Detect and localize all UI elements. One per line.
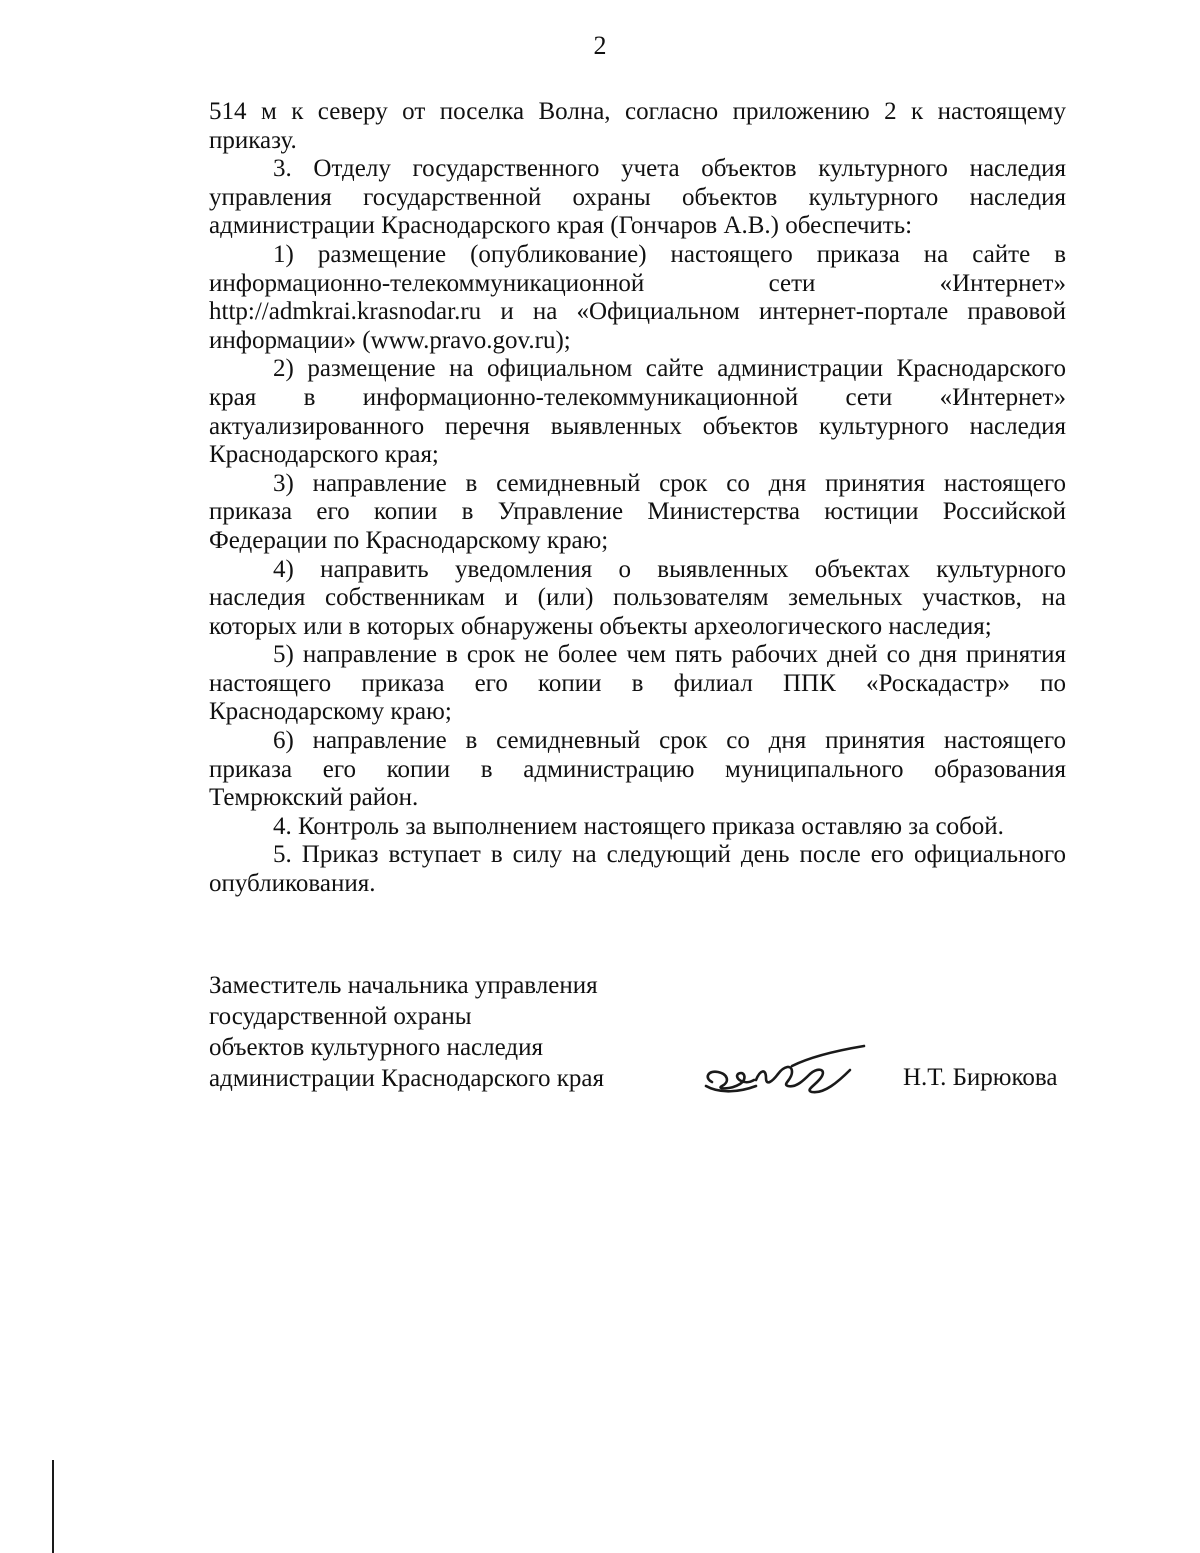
text-line: информации» (www.pravo.gov.ru); bbox=[209, 326, 571, 354]
text-line: 5) направление в срок не более чем пять рабочих дней со дня принятия bbox=[273, 641, 1066, 669]
text-line: Краснодарскому краю; bbox=[209, 698, 452, 726]
text-line: актуализированного перечня выявленных объектов культурного наследия bbox=[209, 412, 1066, 440]
text-line: 1) размещение (опубликование) настоящего приказа на сайте в bbox=[273, 240, 1066, 268]
signatory-position-line: Заместитель начальника управления bbox=[209, 972, 598, 999]
text-line: Краснодарского края; bbox=[209, 441, 439, 469]
text-line: 4) направить уведомления о выявленных объектах культурного bbox=[273, 555, 1066, 583]
text-line: приказу. bbox=[209, 126, 297, 154]
text-line: наследия собственникам и (или) пользователям земельных участков, на bbox=[209, 584, 1066, 612]
text-line: 2) размещение на официальном сайте администрации Краснодарского bbox=[273, 355, 1066, 383]
text-line: которых или в которых обнаружены объекты археологического наследия; bbox=[209, 612, 992, 640]
text-line: http://admkrai.krasnodar.ru и на «Официальном интернет-портале правовой bbox=[209, 298, 1066, 326]
text-line: опубликования. bbox=[209, 870, 376, 898]
signatory-position-line: объектов культурного наследия bbox=[209, 1034, 543, 1061]
text-line: 514 м к северу от поселка Волна, согласно приложению 2 к настоящему bbox=[209, 98, 1066, 125]
page-number: 2 bbox=[593, 31, 607, 60]
text-line: приказа его копии в администрацию муниципального образования bbox=[209, 755, 1066, 783]
text-line: 5. Приказ вступает в силу на следующий день после его официального bbox=[273, 841, 1066, 869]
text-line: 3) направление в семидневный срок со дня принятия настоящего bbox=[273, 469, 1066, 497]
signatory-position-line: администрации Краснодарского края bbox=[209, 1065, 605, 1092]
text-line: Федерации по Краснодарскому краю; bbox=[209, 526, 609, 554]
text-line: приказа его копии в Управление Министерства юстиции Российской bbox=[209, 498, 1066, 526]
text-line: края в информационно-телекоммуникационной сети «Интернет» bbox=[209, 383, 1066, 411]
text-line: администрации Краснодарского края (Гончаров А.В.) обеспечить: bbox=[209, 212, 913, 240]
handwritten-signature bbox=[700, 1040, 870, 1110]
text-line: 3. Отделу государственного учета объектов культурного наследия bbox=[273, 155, 1066, 183]
signatory-position-line: государственной охраны bbox=[209, 1003, 472, 1030]
text-line: информационно-телекоммуникационной сети «Интернет» bbox=[209, 269, 1066, 297]
order-body-text bbox=[209, 98, 1066, 899]
signer-name: Н.Т. Бирюкова bbox=[903, 1064, 1058, 1091]
text-line: управления государственной охраны объектов культурного наследия bbox=[209, 183, 1066, 211]
text-line: Темрюкский район. bbox=[209, 784, 419, 812]
text-line: 4. Контроль за выполнением настоящего приказа оставляю за собой. bbox=[273, 812, 1004, 840]
scan-edge-line bbox=[52, 1460, 54, 1553]
text-line: настоящего приказа его копии в филиал ППК «Роскадастр» по bbox=[209, 669, 1066, 697]
signatory-position bbox=[209, 970, 604, 1094]
text-line: 6) направление в семидневный срок со дня принятия настоящего bbox=[273, 727, 1066, 755]
